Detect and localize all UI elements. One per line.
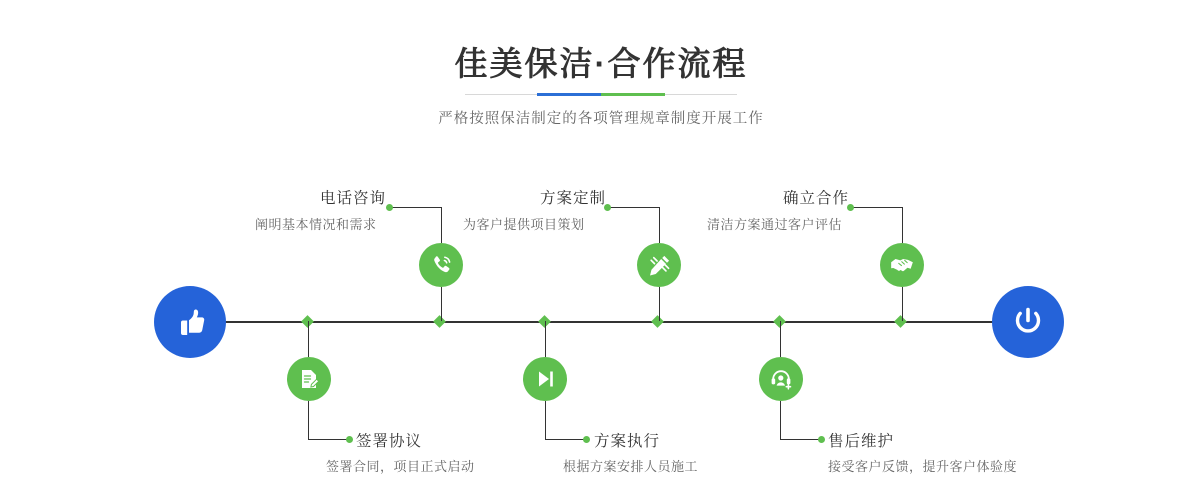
connector-line-step4-stem <box>545 321 546 357</box>
step-desc-6: 接受客户反馈，提升客户体验度 <box>828 459 1018 474</box>
connector-line-step2-horizontal <box>308 439 350 440</box>
connector-dot-step6 <box>818 436 825 443</box>
step-icon-1 <box>419 243 463 287</box>
connector-line-step6-stem <box>780 321 781 357</box>
connector-line-step2-vertical <box>308 401 309 439</box>
connector-line-step3-horizontal <box>608 207 660 208</box>
connector-line-step3-vertical <box>659 207 660 243</box>
step-icon-4 <box>523 357 567 401</box>
end-node-power <box>992 286 1064 358</box>
phone-ring-icon <box>429 253 454 278</box>
connector-dot-step1 <box>386 204 393 211</box>
page-subtitle: 严格按照保洁制定的各项管理规章制度开展工作 <box>438 111 764 127</box>
step-desc-4: 根据方案安排人员施工 <box>563 459 699 474</box>
axis-marker <box>433 315 446 328</box>
page-title: 佳美保洁·合作流程 <box>454 45 748 82</box>
connector-dot-step4 <box>583 436 590 443</box>
connector-line-step1-horizontal <box>390 207 442 208</box>
step-icon-2 <box>287 357 331 401</box>
step-desc-1: 阐明基本情况和需求 <box>255 217 377 232</box>
connector-line-step5-horizontal <box>851 207 903 208</box>
connector-line-step4-horizontal <box>545 439 587 440</box>
axis-marker <box>894 315 907 328</box>
step-icon-5 <box>880 243 924 287</box>
connector-line-step3-stem <box>659 287 660 321</box>
connector-line-step1-vertical <box>441 207 442 243</box>
connector-line-step4-vertical <box>545 401 546 439</box>
title-divider <box>465 93 737 96</box>
connector-line-step5-stem <box>902 287 903 321</box>
headset-add-icon <box>769 367 793 391</box>
power-icon <box>1009 303 1047 341</box>
divider-blue-segment <box>537 93 601 96</box>
step-title-4: 方案执行 <box>594 433 661 450</box>
pen-ruler-icon <box>647 253 672 278</box>
step-title-6: 售后维护 <box>828 433 895 450</box>
connector-line-step2-stem <box>308 321 309 357</box>
handshake-icon <box>889 252 915 278</box>
start-node-thumbs-up <box>154 286 226 358</box>
document-edit-icon <box>297 367 321 391</box>
step-desc-5: 清洁方案通过客户评估 <box>707 217 843 232</box>
connector-line-step1-stem <box>441 287 442 321</box>
connector-line-step6-horizontal <box>780 439 822 440</box>
play-step-icon <box>533 367 557 391</box>
step-title-2: 签署协议 <box>356 433 423 450</box>
divider-green-segment <box>601 93 665 96</box>
thumbs-up-icon <box>172 304 208 340</box>
step-desc-2: 签署合同，项目正式启动 <box>326 459 475 474</box>
step-icon-6 <box>759 357 803 401</box>
step-title-5: 确立合作 <box>783 190 850 207</box>
connector-line-step6-vertical <box>780 401 781 439</box>
step-desc-3: 为客户提供项目策划 <box>463 217 585 232</box>
step-title-3: 方案定制 <box>540 190 607 207</box>
axis-marker <box>651 315 664 328</box>
step-icon-3 <box>637 243 681 287</box>
step-title-1: 电话咨询 <box>320 190 387 207</box>
connector-dot-step2 <box>346 436 353 443</box>
connector-line-step5-vertical <box>902 207 903 243</box>
